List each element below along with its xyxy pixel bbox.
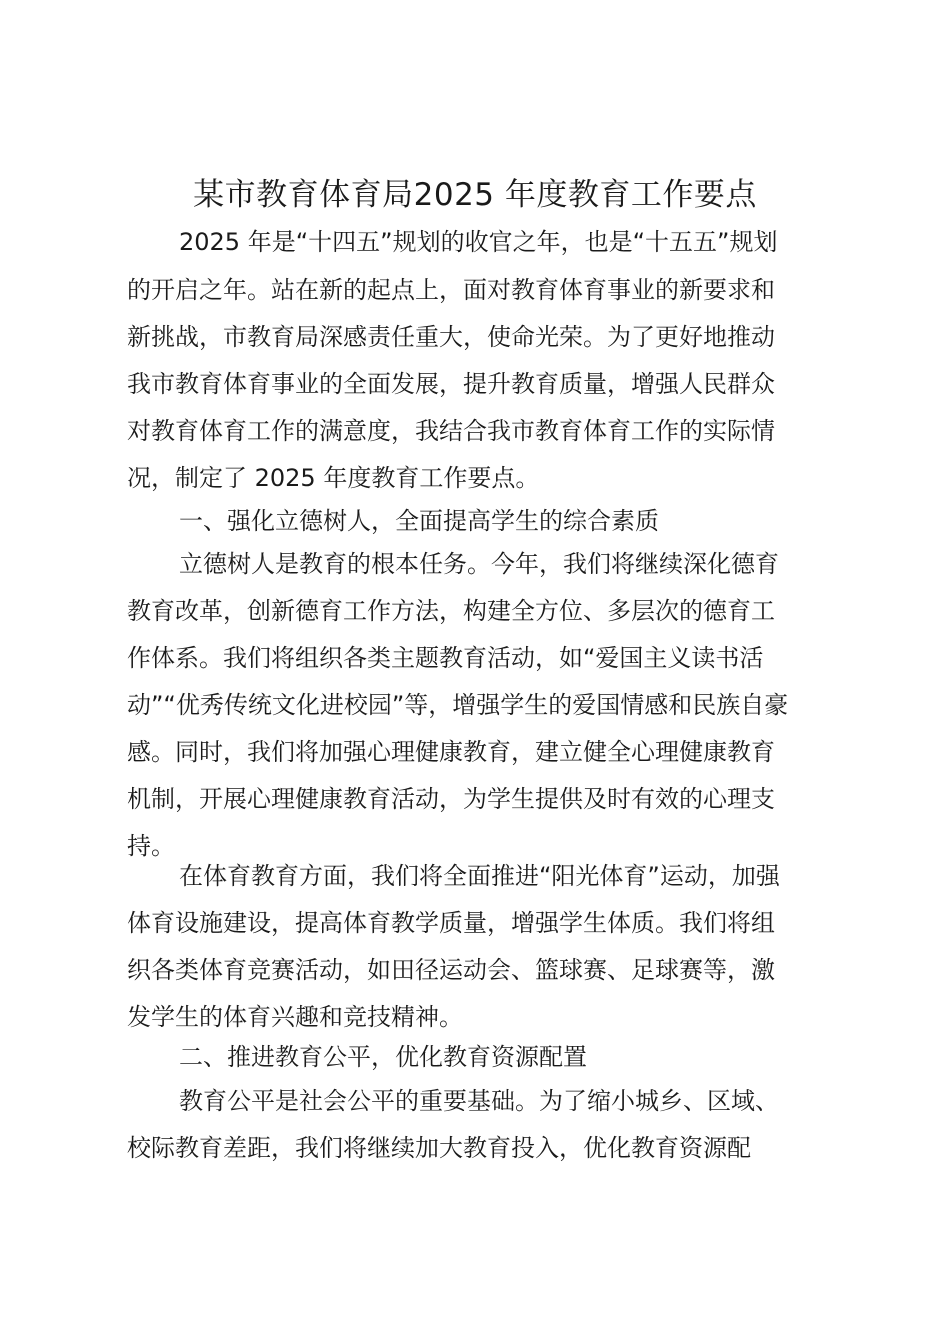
section-heading-2: 二、推进教育公平，优化教育资源配置 xyxy=(179,1043,587,1071)
paragraph-line: 校际教育差距，我们将继续加大教育投入，优化教育资源配 xyxy=(127,1134,751,1162)
paragraph-line: 在体育教育方面，我们将全面推进“阳光体育”运动，加强 xyxy=(179,862,780,890)
paragraph-line: 发学生的体育兴趣和竞技精神。 xyxy=(127,1003,463,1031)
paragraph-line: 持。 xyxy=(127,832,175,860)
paragraph-line: 作体系。我们将组织各类主题教育活动，如“爱国主义读书活 xyxy=(127,644,764,672)
paragraph-line: 教育公平是社会公平的重要基础。为了缩小城乡、区域、 xyxy=(179,1087,779,1115)
paragraph-line: 况，制定了 2025 年度教育工作要点。 xyxy=(127,464,540,492)
paragraph-line: 的开启之年。站在新的起点上，面对教育体育事业的新要求和 xyxy=(127,276,775,304)
document-title: 某市教育体育局2025 年度教育工作要点 xyxy=(193,177,757,213)
paragraph-line: 动”“优秀传统文化进校园”等，增强学生的爱国情感和民族自豪 xyxy=(127,691,789,719)
paragraph-line: 机制，开展心理健康教育活动，为学生提供及时有效的心理支 xyxy=(127,785,775,813)
paragraph-line: 感。同时，我们将加强心理健康教育，建立健全心理健康教育 xyxy=(127,738,775,766)
paragraph-line: 教育改革，创新德育工作方法，构建全方位、多层次的德育工 xyxy=(127,597,775,625)
paragraph-line: 2025 年是“十四五”规划的收官之年，也是“十五五”规划 xyxy=(179,228,778,256)
paragraph-line: 体育设施建设，提高体育教学质量，增强学生体质。我们将组 xyxy=(127,909,775,937)
paragraph-line: 对教育体育工作的满意度，我结合我市教育体育工作的实际情 xyxy=(127,417,775,445)
paragraph-line: 织各类体育竞赛活动，如田径运动会、篮球赛、足球赛等，激 xyxy=(127,956,775,984)
paragraph-line: 立德树人是教育的根本任务。今年，我们将继续深化德育 xyxy=(179,550,779,578)
paragraph-line: 新挑战，市教育局深感责任重大，使命光荣。为了更好地推动 xyxy=(127,323,775,351)
section-heading-1: 一、强化立德树人，全面提高学生的综合素质 xyxy=(179,507,659,535)
paragraph-line: 我市教育体育事业的全面发展，提升教育质量，增强人民群众 xyxy=(127,370,775,398)
